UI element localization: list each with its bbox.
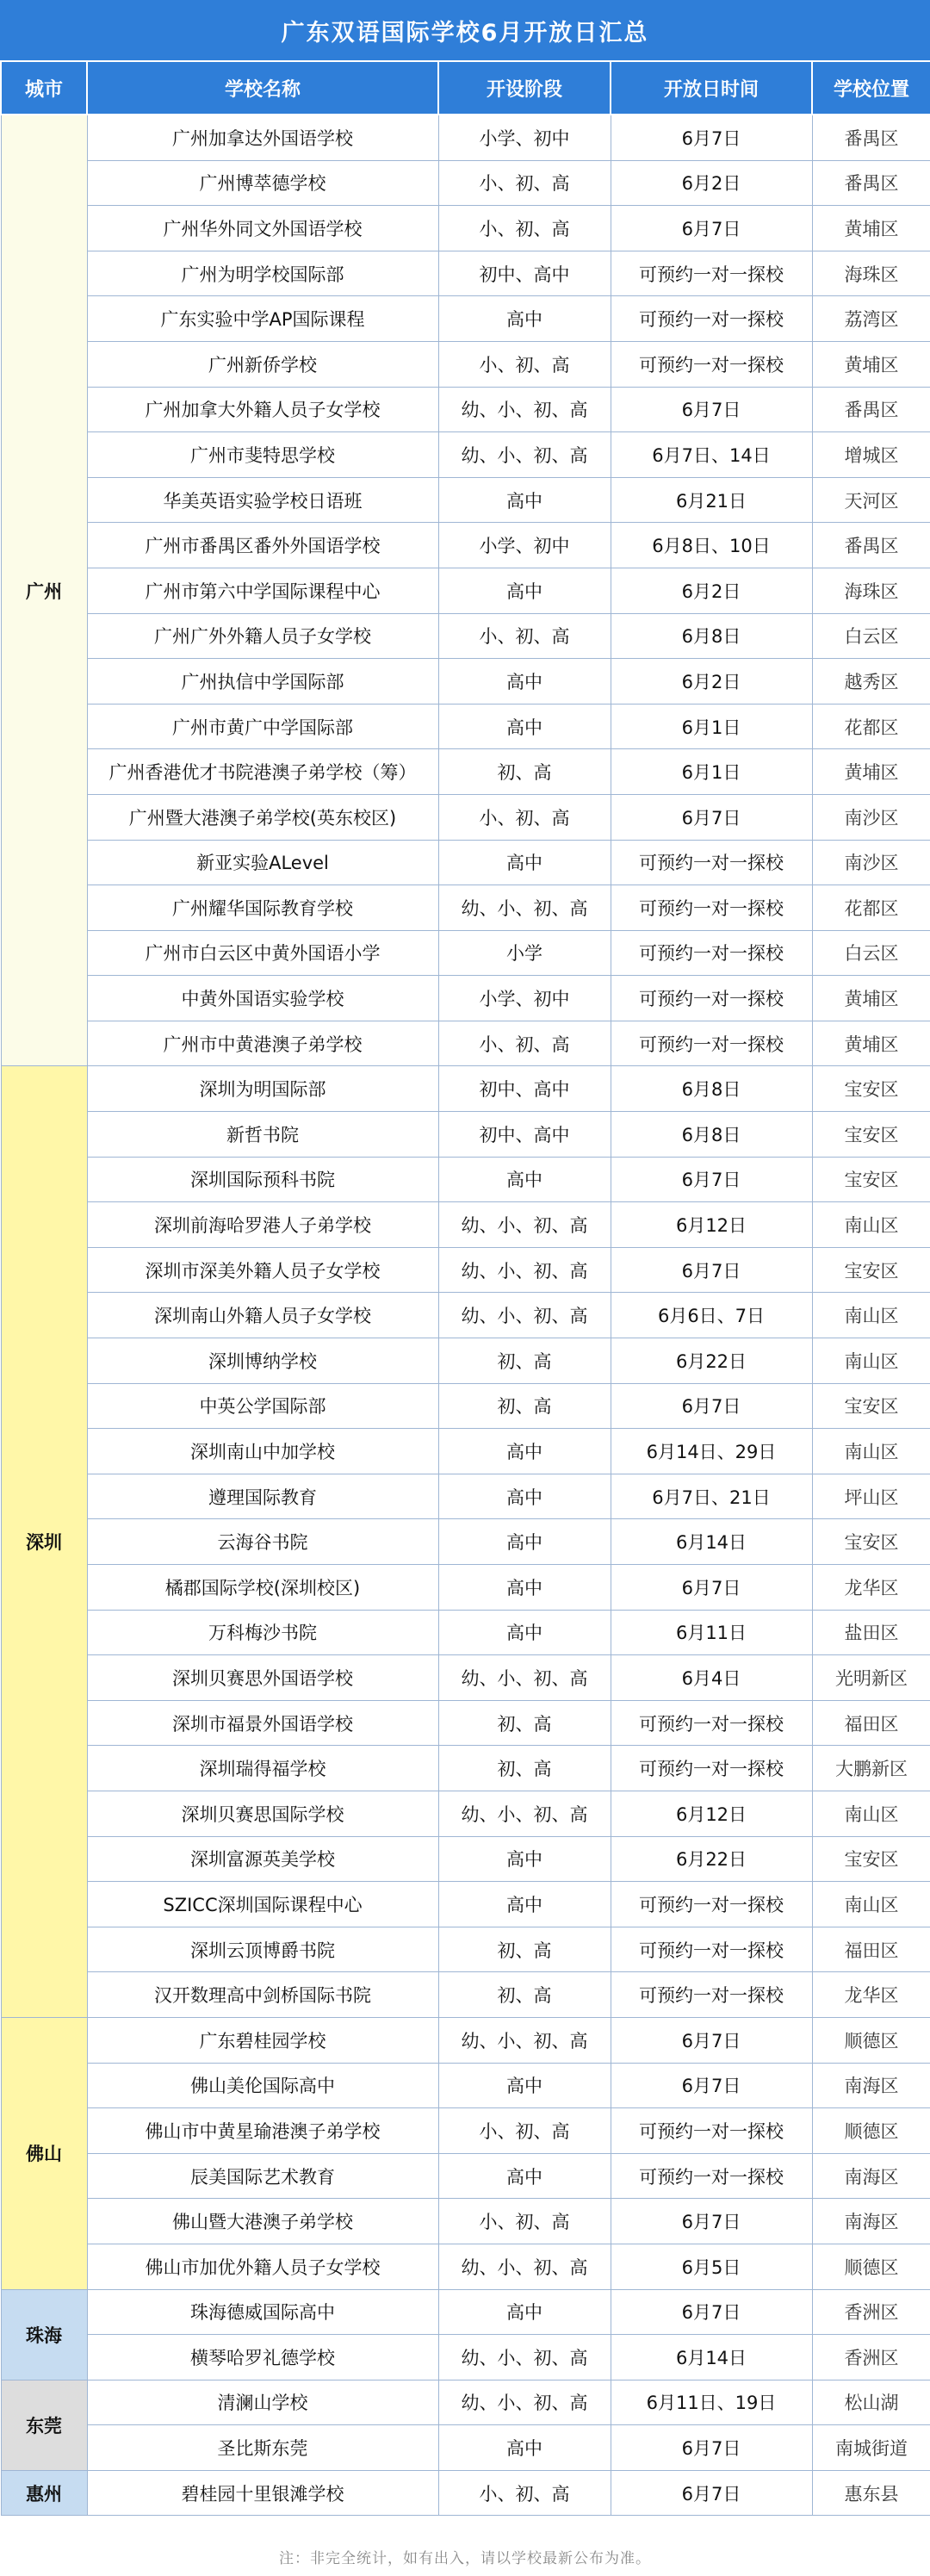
open-day-cell: 6月2日 (611, 160, 812, 206)
location-cell: 福田区 (812, 1927, 930, 1972)
school-name-cell: 广州新侨学校 (87, 341, 438, 387)
table-row (1, 2335, 930, 2380)
school-name-cell: 广州执信中学国际部 (87, 659, 438, 705)
location-cell: 黄埔区 (812, 206, 930, 251)
location-cell: 天河区 (812, 477, 930, 523)
stages-cell: 高中 (438, 659, 611, 705)
location-cell: 宝安区 (812, 1519, 930, 1565)
stages-cell: 初中、高中 (438, 1066, 611, 1112)
stages-cell: 幼、小、初、高 (438, 1247, 611, 1293)
table-row (1, 477, 930, 523)
school-name-cell: 深圳市深美外籍人员子女学校 (87, 1247, 438, 1293)
location-cell: 大鹏新区 (812, 1746, 930, 1791)
stages-cell: 高中 (438, 2289, 611, 2335)
stages-cell: 高中 (438, 1836, 611, 1882)
table-row (1, 1474, 930, 1519)
stages-cell: 高中 (438, 2425, 611, 2471)
stages-cell: 幼、小、初、高 (438, 387, 611, 432)
location-cell: 花都区 (812, 704, 930, 749)
school-name-cell: 横琴哈罗礼德学校 (87, 2335, 438, 2380)
table-row (1, 1338, 930, 1384)
open-day-cell: 6月1日 (611, 749, 812, 795)
table-body (1, 115, 930, 2516)
location-cell: 宝安区 (812, 1383, 930, 1429)
table-row (1, 296, 930, 342)
stages-cell: 幼、小、初、高 (438, 2244, 611, 2289)
open-day-cell: 可预约一对一探校 (611, 840, 812, 885)
stages-cell: 高中 (438, 1429, 611, 1474)
stages-cell: 高中 (438, 2063, 611, 2108)
school-name-cell: 遵理国际教育 (87, 1474, 438, 1519)
header-stages: 开设阶段 (438, 61, 611, 115)
school-name-cell: 广州市白云区中黄外国语小学 (87, 930, 438, 976)
location-cell: 南山区 (812, 1202, 930, 1248)
table-row (1, 2244, 930, 2289)
city-cell: 惠州 (1, 2470, 87, 2516)
location-cell: 南海区 (812, 2153, 930, 2199)
stages-cell: 高中 (438, 1565, 611, 1611)
stages-cell: 初、高 (438, 1700, 611, 1746)
school-name-cell: 中黄外国语实验学校 (87, 976, 438, 1021)
table-row (1, 659, 930, 705)
stages-cell: 小、初、高 (438, 794, 611, 840)
location-cell: 南山区 (812, 1338, 930, 1384)
city-cell: 广州 (1, 115, 87, 1066)
table-row (1, 1519, 930, 1565)
open-day-cell: 6月7日 (611, 2017, 812, 2063)
open-day-cell: 6月7日 (611, 1383, 812, 1429)
school-name-cell: 广州博萃德学校 (87, 160, 438, 206)
table-row (1, 1112, 930, 1158)
school-name-cell: 广州加拿大外籍人员子女学校 (87, 387, 438, 432)
open-day-cell: 可预约一对一探校 (611, 1972, 812, 2018)
open-day-cell: 6月22日 (611, 1338, 812, 1384)
school-name-cell: 碧桂园十里银滩学校 (87, 2470, 438, 2516)
open-day-cell: 6月7日 (611, 115, 812, 160)
stages-cell: 高中 (438, 1882, 611, 1927)
table-row (1, 2425, 930, 2471)
location-cell: 南山区 (812, 1791, 930, 1836)
table-row (1, 1202, 930, 1248)
table-row (1, 1565, 930, 1611)
location-cell: 福田区 (812, 1700, 930, 1746)
school-name-cell: 辰美国际艺术教育 (87, 2153, 438, 2199)
stages-cell: 小、初、高 (438, 341, 611, 387)
open-day-cell: 6月7日 (611, 387, 812, 432)
open-day-cell: 6月7日 (611, 1565, 812, 1611)
table-row (1, 1610, 930, 1655)
stages-cell: 初、高 (438, 1972, 611, 2018)
location-cell: 南山区 (812, 1293, 930, 1338)
location-cell: 顺德区 (812, 2244, 930, 2289)
stages-cell: 幼、小、初、高 (438, 1791, 611, 1836)
school-name-cell: 深圳云顶博爵书院 (87, 1927, 438, 1972)
school-name-cell: 云海谷书院 (87, 1519, 438, 1565)
school-name-cell: 广州市第六中学国际课程中心 (87, 568, 438, 613)
school-name-cell: 深圳瑞得福学校 (87, 1746, 438, 1791)
table-row (1, 2470, 930, 2516)
open-day-cell: 可预约一对一探校 (611, 1746, 812, 1791)
location-cell: 香洲区 (812, 2289, 930, 2335)
school-name-cell: 广州广外外籍人员子女学校 (87, 613, 438, 659)
stages-cell: 高中 (438, 568, 611, 613)
school-name-cell: 深圳富源英美学校 (87, 1836, 438, 1882)
table-row (1, 2108, 930, 2154)
location-cell: 花都区 (812, 885, 930, 931)
open-day-cell: 可预约一对一探校 (611, 1882, 812, 1927)
school-name-cell: 深圳贝赛思外国语学校 (87, 1655, 438, 1701)
city-cell: 珠海 (1, 2289, 87, 2380)
schools-table (0, 60, 930, 2516)
table-row (1, 749, 930, 795)
location-cell: 番禺区 (812, 523, 930, 568)
stages-cell: 高中 (438, 704, 611, 749)
table-row (1, 794, 930, 840)
location-cell: 坪山区 (812, 1474, 930, 1519)
stages-cell: 高中 (438, 1519, 611, 1565)
stages-cell: 初中、高中 (438, 1112, 611, 1158)
stages-cell: 小、初、高 (438, 206, 611, 251)
location-cell: 南山区 (812, 1429, 930, 1474)
location-cell: 番禺区 (812, 387, 930, 432)
table-row (1, 840, 930, 885)
location-cell: 番禺区 (812, 115, 930, 160)
table-row (1, 1157, 930, 1202)
table-row (1, 251, 930, 296)
table-row (1, 885, 930, 931)
location-cell: 光明新区 (812, 1655, 930, 1701)
table-row (1, 2199, 930, 2244)
header-open-day: 开放日时间 (611, 61, 812, 115)
table-row (1, 568, 930, 613)
table-row (1, 1836, 930, 1882)
open-day-cell: 6月8日 (611, 1066, 812, 1112)
open-day-cell: 6月11日、19日 (611, 2380, 812, 2425)
location-cell: 香洲区 (812, 2335, 930, 2380)
location-cell: 荔湾区 (812, 296, 930, 342)
open-day-cell: 6月21日 (611, 477, 812, 523)
stages-cell: 小、初、高 (438, 160, 611, 206)
open-day-cell: 可预约一对一探校 (611, 2108, 812, 2154)
school-name-cell: 橘郡国际学校(深圳校区) (87, 1565, 438, 1611)
stages-cell: 小、初、高 (438, 2108, 611, 2154)
table-row (1, 432, 930, 478)
table-row (1, 613, 930, 659)
school-name-cell: 广州耀华国际教育学校 (87, 885, 438, 931)
school-name-cell: 万科梅沙书院 (87, 1610, 438, 1655)
school-name-cell: 新哲书院 (87, 1112, 438, 1158)
open-day-cell: 6月2日 (611, 659, 812, 705)
open-day-cell: 6月2日 (611, 568, 812, 613)
table-row (1, 704, 930, 749)
school-name-cell: SZICC深圳国际课程中心 (87, 1882, 438, 1927)
stages-cell: 初、高 (438, 1927, 611, 1972)
open-day-cell: 6月8日 (611, 1112, 812, 1158)
header-school-name: 学校名称 (87, 61, 438, 115)
open-day-cell: 6月1日 (611, 704, 812, 749)
school-name-cell: 广州香港优才书院港澳子弟学校（筹） (87, 749, 438, 795)
location-cell: 宝安区 (812, 1066, 930, 1112)
location-cell: 盐田区 (812, 1610, 930, 1655)
open-day-cell: 6月7日 (611, 1247, 812, 1293)
open-day-cell: 可预约一对一探校 (611, 251, 812, 296)
footnote: 注：非完全统计，如有出入，请以学校最新公布为准。 (279, 2549, 651, 2567)
open-day-cell: 6月6日、7日 (611, 1293, 812, 1338)
table-row (1, 976, 930, 1021)
table-row (1, 206, 930, 251)
location-cell: 南城街道 (812, 2425, 930, 2471)
table-row (1, 1247, 930, 1293)
table-row (1, 1746, 930, 1791)
location-cell: 白云区 (812, 930, 930, 976)
table-row (1, 523, 930, 568)
open-day-cell: 6月14日 (611, 1519, 812, 1565)
stages-cell: 幼、小、初、高 (438, 1202, 611, 1248)
school-name-cell: 佛山市加优外籍人员子女学校 (87, 2244, 438, 2289)
table-row (1, 1700, 930, 1746)
stages-cell: 幼、小、初、高 (438, 885, 611, 931)
open-day-cell: 6月22日 (611, 1836, 812, 1882)
stages-cell: 小学、初中 (438, 976, 611, 1021)
location-cell: 南沙区 (812, 794, 930, 840)
stages-cell: 高中 (438, 1157, 611, 1202)
city-cell: 佛山 (1, 2017, 87, 2289)
table-row (1, 341, 930, 387)
open-day-cell: 6月4日 (611, 1655, 812, 1701)
location-cell: 松山湖 (812, 2380, 930, 2425)
location-cell: 黄埔区 (812, 749, 930, 795)
open-day-cell: 可预约一对一探校 (611, 885, 812, 931)
stages-cell: 初中、高中 (438, 251, 611, 296)
school-name-cell: 佛山市中黄星瑜港澳子弟学校 (87, 2108, 438, 2154)
open-day-cell: 6月7日 (611, 1157, 812, 1202)
open-day-cell: 6月11日 (611, 1610, 812, 1655)
stages-cell: 高中 (438, 2153, 611, 2199)
header-location: 学校位置 (812, 61, 930, 115)
school-name-cell: 深圳南山中加学校 (87, 1429, 438, 1474)
stages-cell: 初、高 (438, 1746, 611, 1791)
open-day-cell: 6月7日 (611, 794, 812, 840)
open-day-cell: 6月12日 (611, 1791, 812, 1836)
city-cell: 深圳 (1, 1066, 87, 2017)
location-cell: 增城区 (812, 432, 930, 478)
open-day-cell: 可预约一对一探校 (611, 1927, 812, 1972)
location-cell: 宝安区 (812, 1247, 930, 1293)
school-name-cell: 佛山美伦国际高中 (87, 2063, 438, 2108)
table-row (1, 2017, 930, 2063)
school-name-cell: 广州市黄广中学国际部 (87, 704, 438, 749)
location-cell: 顺德区 (812, 2108, 930, 2154)
school-name-cell: 清澜山学校 (87, 2380, 438, 2425)
school-name-cell: 深圳为明国际部 (87, 1066, 438, 1112)
location-cell: 南山区 (812, 1882, 930, 1927)
open-day-cell: 6月7日 (611, 2063, 812, 2108)
open-day-cell: 可预约一对一探校 (611, 296, 812, 342)
stages-cell: 幼、小、初、高 (438, 1293, 611, 1338)
school-name-cell: 深圳前海哈罗港人子弟学校 (87, 1202, 438, 1248)
school-name-cell: 深圳市福景外国语学校 (87, 1700, 438, 1746)
school-name-cell: 汉开数理高中剑桥国际书院 (87, 1972, 438, 2018)
location-cell: 惠东县 (812, 2470, 930, 2516)
open-day-cell: 可预约一对一探校 (611, 930, 812, 976)
open-day-cell: 可预约一对一探校 (611, 1021, 812, 1066)
table-row (1, 930, 930, 976)
header-city: 城市 (1, 61, 87, 115)
table-row (1, 1655, 930, 1701)
table-row (1, 1927, 930, 1972)
location-cell: 顺德区 (812, 2017, 930, 2063)
location-cell: 黄埔区 (812, 976, 930, 1021)
location-cell: 海珠区 (812, 251, 930, 296)
open-day-cell: 可预约一对一探校 (611, 976, 812, 1021)
table-row (1, 387, 930, 432)
stages-cell: 高中 (438, 1474, 611, 1519)
stages-cell: 初、高 (438, 749, 611, 795)
table-row (1, 1791, 930, 1836)
stages-cell: 小、初、高 (438, 1021, 611, 1066)
table-row (1, 160, 930, 206)
stages-cell: 高中 (438, 477, 611, 523)
table-row (1, 1882, 930, 1927)
school-name-cell: 广州市斐特思学校 (87, 432, 438, 478)
open-day-cell: 6月7日、21日 (611, 1474, 812, 1519)
school-name-cell: 深圳南山外籍人员子女学校 (87, 1293, 438, 1338)
school-name-cell: 广州市中黄港澳子弟学校 (87, 1021, 438, 1066)
page-title: 广东双语国际学校6月开放日汇总 (0, 0, 930, 60)
stages-cell: 小、初、高 (438, 2199, 611, 2244)
open-day-cell: 6月14日 (611, 2335, 812, 2380)
stages-cell: 幼、小、初、高 (438, 1655, 611, 1701)
open-day-cell: 6月8日、10日 (611, 523, 812, 568)
school-name-cell: 圣比斯东莞 (87, 2425, 438, 2471)
stages-cell: 高中 (438, 840, 611, 885)
open-day-cell: 6月7日 (611, 2425, 812, 2471)
stages-cell: 小、初、高 (438, 2470, 611, 2516)
table-row (1, 1293, 930, 1338)
header-row (1, 61, 930, 115)
location-cell: 龙华区 (812, 1565, 930, 1611)
school-name-cell: 佛山暨大港澳子弟学校 (87, 2199, 438, 2244)
location-cell: 宝安区 (812, 1836, 930, 1882)
stages-cell: 初、高 (438, 1383, 611, 1429)
stages-cell: 幼、小、初、高 (438, 2335, 611, 2380)
school-name-cell: 广州加拿达外国语学校 (87, 115, 438, 160)
location-cell: 番禺区 (812, 160, 930, 206)
location-cell: 黄埔区 (812, 1021, 930, 1066)
table-row (1, 1021, 930, 1066)
open-day-cell: 6月7日 (611, 2289, 812, 2335)
table-row (1, 1972, 930, 2018)
open-day-cell: 6月5日 (611, 2244, 812, 2289)
table-row (1, 2380, 930, 2425)
school-name-cell: 新亚实验ALevel (87, 840, 438, 885)
stages-cell: 幼、小、初、高 (438, 2380, 611, 2425)
location-cell: 龙华区 (812, 1972, 930, 2018)
city-cell: 东莞 (1, 2380, 87, 2470)
location-cell: 黄埔区 (812, 341, 930, 387)
table-row (1, 1066, 930, 1112)
school-name-cell: 广州华外同文外国语学校 (87, 206, 438, 251)
location-cell: 海珠区 (812, 568, 930, 613)
open-day-cell: 可预约一对一探校 (611, 2153, 812, 2199)
school-name-cell: 中英公学国际部 (87, 1383, 438, 1429)
table-row (1, 2063, 930, 2108)
stages-cell: 小、初、高 (438, 613, 611, 659)
location-cell: 越秀区 (812, 659, 930, 705)
location-cell: 南沙区 (812, 840, 930, 885)
stages-cell: 小学 (438, 930, 611, 976)
school-name-cell: 深圳贝赛思国际学校 (87, 1791, 438, 1836)
school-name-cell: 广州暨大港澳子弟学校(英东校区) (87, 794, 438, 840)
open-day-cell: 6月7日、14日 (611, 432, 812, 478)
school-name-cell: 深圳博纳学校 (87, 1338, 438, 1384)
open-day-cell: 6月7日 (611, 2199, 812, 2244)
location-cell: 宝安区 (812, 1157, 930, 1202)
location-cell: 南海区 (812, 2199, 930, 2244)
location-cell: 南海区 (812, 2063, 930, 2108)
school-name-cell: 广州为明学校国际部 (87, 251, 438, 296)
stages-cell: 高中 (438, 1610, 611, 1655)
open-day-cell: 6月14日、29日 (611, 1429, 812, 1474)
table-row (1, 115, 930, 160)
school-name-cell: 广东实验中学AP国际课程 (87, 296, 438, 342)
stages-cell: 小学、初中 (438, 115, 611, 160)
open-day-cell: 可预约一对一探校 (611, 1700, 812, 1746)
open-day-cell: 6月7日 (611, 206, 812, 251)
table-row (1, 1429, 930, 1474)
location-cell: 白云区 (812, 613, 930, 659)
stages-cell: 幼、小、初、高 (438, 2017, 611, 2063)
open-day-cell: 可预约一对一探校 (611, 341, 812, 387)
open-day-cell: 6月7日 (611, 2470, 812, 2516)
location-cell: 宝安区 (812, 1112, 930, 1158)
school-name-cell: 华美英语实验学校日语班 (87, 477, 438, 523)
open-day-cell: 6月8日 (611, 613, 812, 659)
stages-cell: 幼、小、初、高 (438, 432, 611, 478)
school-name-cell: 深圳国际预科书院 (87, 1157, 438, 1202)
school-name-cell: 广东碧桂园学校 (87, 2017, 438, 2063)
school-name-cell: 广州市番禺区番外外国语学校 (87, 523, 438, 568)
table-row (1, 2153, 930, 2199)
school-name-cell: 珠海德威国际高中 (87, 2289, 438, 2335)
table-row (1, 2289, 930, 2335)
stages-cell: 小学、初中 (438, 523, 611, 568)
stages-cell: 高中 (438, 296, 611, 342)
table-row (1, 1383, 930, 1429)
stages-cell: 初、高 (438, 1338, 611, 1384)
open-day-cell: 6月12日 (611, 1202, 812, 1248)
